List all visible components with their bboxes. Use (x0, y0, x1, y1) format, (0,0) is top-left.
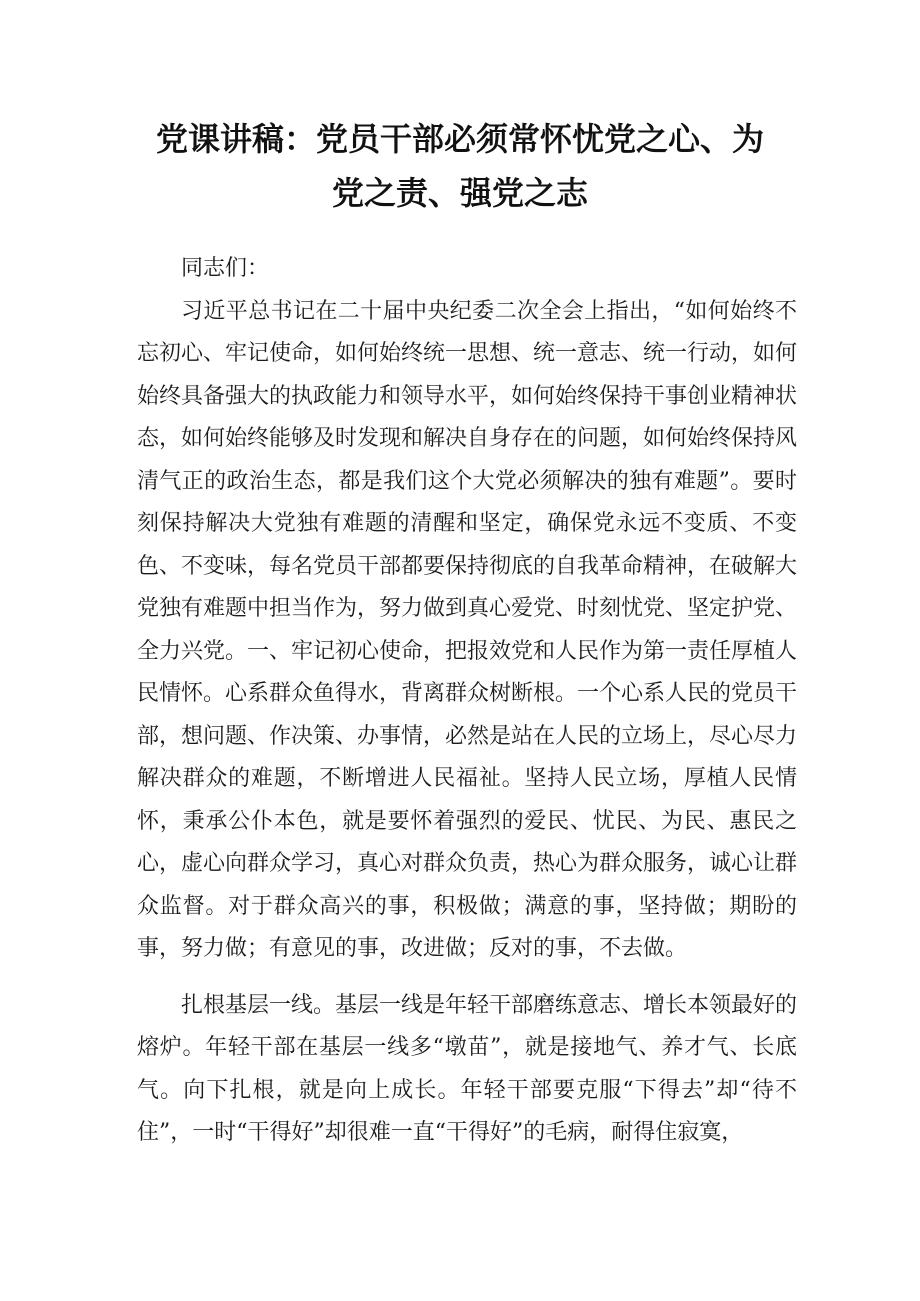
paragraph-1: 习近平总书记在二十届中央纪委二次全会上指出，“如何始终不忘初心、牢记使命，如何始终统一思想、统一意志、统一行动，如何始终具备强大的执政能力和领导水平，如何始终保持干事创业精神状态，如何始终能够及时发现和解决自身存在的问题，如何始终保持风清气正的政治生态，都是我们这个大党必须解决的独有难题”。要时刻保持解决大党独有难题的清醒和坚定，确保党永远不变质、不变色、不变味，每名党员干部都要保持彻底的自我革命精神，在破解大党独有难题中担当作为，努力做到真心爱党、时刻忧党、坚定护党、全力兴党。一、牢记初心使命，把报效党和人民作为第一责任厚植人民情怀。心系群众鱼得水，背离群众树断根。一个心系人民的党员干部，想问题、作决策、办事情，必然是站在人民的立场上，尽心尽力解决群众的难题，不断增进人民福祉。坚持人民立场，厚植人民情怀，秉承公仆本色，就是要怀着强烈的爱民、忧民、为民、惠民之心，虚心向群众学习，真心对群众负责，热心为群众服务，诚心让群众监督。对于群众高兴的事，积极做；满意的事，坚持做；期盼的事，努力做；有意见的事，改进做；反对的事，不去做。 (137, 298, 798, 961)
title-line-2: 党之责、强党之志 (331, 174, 588, 212)
salutation: 同志们： (181, 256, 270, 281)
document-body (137, 248, 797, 1155)
paragraph-2: 扎根基层一线。基层一线是年轻干部磨练意志、增长本领最好的熔炉。年轻干部在基层一线多“墩苗”，就是接地气、养才气、长底气。向下扎根，就是向上成长。年轻干部要克服“下得去”却“待不住”，一时“干得好”却很难一直“干得好”的毛病，耐得住寂寞， (137, 992, 798, 1145)
document-title (100, 112, 820, 220)
title-line-1: 党课讲稿：党员干部必须常怀忧党之心、为 (155, 120, 764, 158)
